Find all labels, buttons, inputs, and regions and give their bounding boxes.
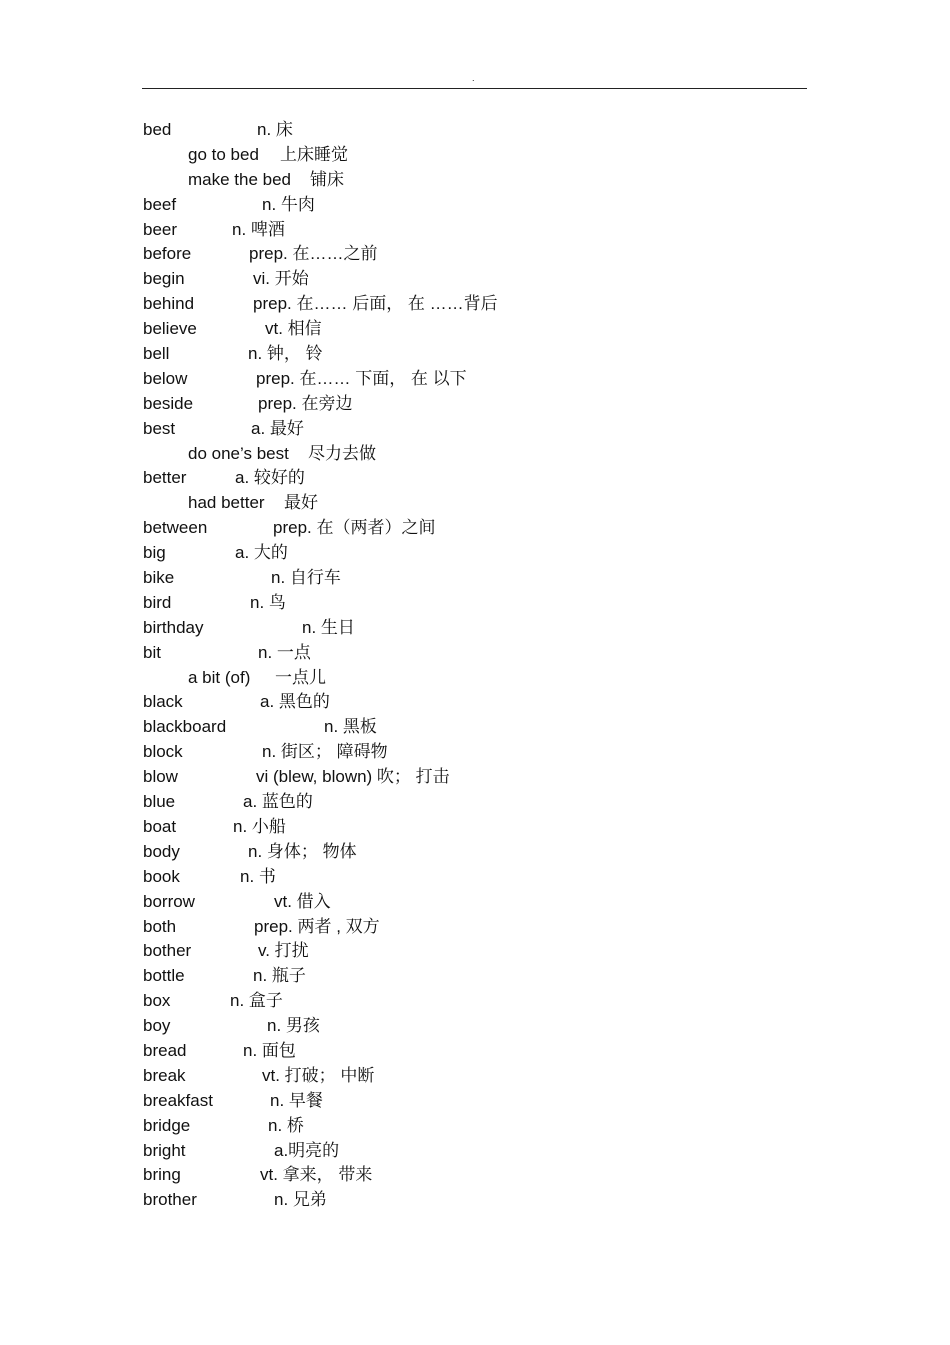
headword: bread <box>143 1040 187 1060</box>
word-entry <box>0 915 950 940</box>
definition: prep. 在……之前 <box>249 244 378 264</box>
definition: n. 街区； 障碍物 <box>262 742 388 762</box>
word-entry <box>0 342 950 367</box>
headword: beside <box>143 393 194 413</box>
definition: vt. 相信 <box>265 319 322 339</box>
phrase-text: had better <box>188 493 265 513</box>
word-entry <box>0 1114 950 1139</box>
word-entry <box>0 541 950 566</box>
definition: n. 牛肉 <box>262 194 315 214</box>
definition: a. 大的 <box>235 543 288 563</box>
headword: both <box>143 916 177 936</box>
headword: brother <box>143 1190 197 1210</box>
definition: n. 自行车 <box>271 568 341 588</box>
phrase-entry <box>0 143 950 168</box>
word-entry <box>0 690 950 715</box>
headword: big <box>143 543 166 563</box>
phrase-entry <box>0 491 950 516</box>
headword: breakfast <box>143 1090 213 1110</box>
word-entry <box>0 516 950 541</box>
headword: bike <box>143 568 175 588</box>
definition: n. 钟， 铃 <box>248 344 323 364</box>
word-entry <box>0 392 950 417</box>
headword: behind <box>143 294 195 314</box>
headword: blue <box>143 792 176 812</box>
headword: book <box>143 866 180 886</box>
word-entry <box>0 1039 950 1064</box>
phrase-entry <box>0 442 950 467</box>
word-entry <box>0 1014 950 1039</box>
word-entry <box>0 566 950 591</box>
phrase-text: a bit (of) <box>188 667 251 687</box>
definition: 一点儿 <box>275 667 326 687</box>
headword: bright <box>143 1140 186 1160</box>
word-entry <box>0 118 950 143</box>
definition: n. 盒子 <box>230 991 283 1011</box>
word-entry <box>0 939 950 964</box>
word-entry <box>0 193 950 218</box>
definition: vt. 借入 <box>274 891 331 911</box>
headword: better <box>143 468 187 488</box>
word-entry <box>0 591 950 616</box>
word-entry <box>0 840 950 865</box>
headword: beef <box>143 194 177 214</box>
definition: n. 小船 <box>233 816 286 836</box>
definition: 尽力去做 <box>308 443 376 463</box>
definition: a. 最好 <box>251 418 304 438</box>
word-entry <box>0 790 950 815</box>
definition: 最好 <box>284 493 318 513</box>
definition: n. 面包 <box>243 1040 296 1060</box>
definition: a. 蓝色的 <box>243 792 313 812</box>
definition: n. 桥 <box>268 1115 304 1135</box>
word-entry <box>0 715 950 740</box>
definition: prep. 在…… 后面， 在 ……背后 <box>253 294 498 314</box>
word-entry <box>0 1089 950 1114</box>
word-entry <box>0 989 950 1014</box>
definition: n. 生日 <box>302 617 355 637</box>
definition: n. 鸟 <box>250 592 286 612</box>
definition: prep. 两者 , 双方 <box>254 916 380 936</box>
word-entry <box>0 317 950 342</box>
headword: bell <box>143 344 170 364</box>
word-entry <box>0 964 950 989</box>
word-entry <box>0 1064 950 1089</box>
headword: believe <box>143 319 197 339</box>
headword: bit <box>143 642 161 662</box>
definition: a. 较好的 <box>235 468 305 488</box>
headword: blackboard <box>143 717 227 737</box>
definition: vt. 打破； 中断 <box>262 1065 375 1085</box>
headword: best <box>143 418 176 438</box>
phrase-text: go to bed <box>188 144 259 164</box>
word-entry <box>0 242 950 267</box>
header-mark: . <box>472 73 475 83</box>
word-entry <box>0 616 950 641</box>
phrase-text: do one’s best <box>188 443 289 463</box>
phrase-entry <box>0 168 950 193</box>
word-entry <box>0 740 950 765</box>
definition: vi. 开始 <box>253 269 309 289</box>
headword: body <box>143 841 180 861</box>
headword: block <box>143 742 183 762</box>
definition: vi (blew, blown) 吹； 打击 <box>256 767 450 787</box>
headword: below <box>143 368 188 388</box>
definition: n. 床 <box>257 120 293 139</box>
definition: 铺床 <box>310 169 344 189</box>
definition: n. 书 <box>240 866 276 886</box>
headword: break <box>143 1065 186 1085</box>
word-entry <box>0 865 950 890</box>
word-entry <box>0 1163 950 1188</box>
headword: birthday <box>143 617 204 637</box>
headword: borrow <box>143 891 195 911</box>
headword: box <box>143 991 171 1011</box>
header-rule <box>142 88 807 89</box>
definition: n. 瓶子 <box>253 966 306 986</box>
headword: bottle <box>143 966 185 986</box>
headword: black <box>143 692 183 712</box>
word-entry <box>0 267 950 292</box>
headword: begin <box>143 269 185 289</box>
definition: vt. 拿来， 带来 <box>260 1165 373 1185</box>
word-entry <box>0 890 950 915</box>
headword: bridge <box>143 1115 191 1135</box>
definition: n. 男孩 <box>267 1016 320 1036</box>
phrase-entry <box>0 666 950 691</box>
word-entry <box>0 417 950 442</box>
phrase-text: make the bed <box>188 169 292 189</box>
word-entry <box>0 815 950 840</box>
headword: boat <box>143 816 177 836</box>
word-entry <box>0 765 950 790</box>
definition: a.明亮的 <box>274 1140 340 1160</box>
definition: a. 黑色的 <box>260 692 330 712</box>
definition: n. 身体； 物体 <box>248 841 357 861</box>
headword: bother <box>143 941 192 961</box>
word-entry <box>0 641 950 666</box>
headword: blow <box>143 767 178 787</box>
definition: n. 一点 <box>258 642 311 662</box>
definition: n. 早餐 <box>270 1090 323 1110</box>
definition: prep. 在（两者）之间 <box>273 518 436 538</box>
headword: bring <box>143 1165 181 1185</box>
word-entry <box>0 1188 950 1213</box>
word-entry <box>0 1139 950 1164</box>
definition: v. 打扰 <box>258 941 309 961</box>
definition: n. 黑板 <box>324 717 377 737</box>
word-entry <box>0 466 950 491</box>
word-entry <box>0 292 950 317</box>
headword: before <box>143 244 192 264</box>
vocabulary-list <box>0 118 950 1213</box>
headword: bird <box>143 592 172 612</box>
word-entry <box>0 367 950 392</box>
definition: n. 啤酒 <box>232 219 285 239</box>
word-entry <box>0 218 950 243</box>
definition: n. 兄弟 <box>274 1190 327 1210</box>
headword: bed <box>143 120 172 139</box>
definition: prep. 在旁边 <box>258 393 353 413</box>
definition: 上床睡觉 <box>280 144 348 164</box>
headword: beer <box>143 219 178 239</box>
headword: boy <box>143 1016 171 1036</box>
definition: prep. 在…… 下面， 在 以下 <box>256 368 467 388</box>
headword: between <box>143 518 208 538</box>
